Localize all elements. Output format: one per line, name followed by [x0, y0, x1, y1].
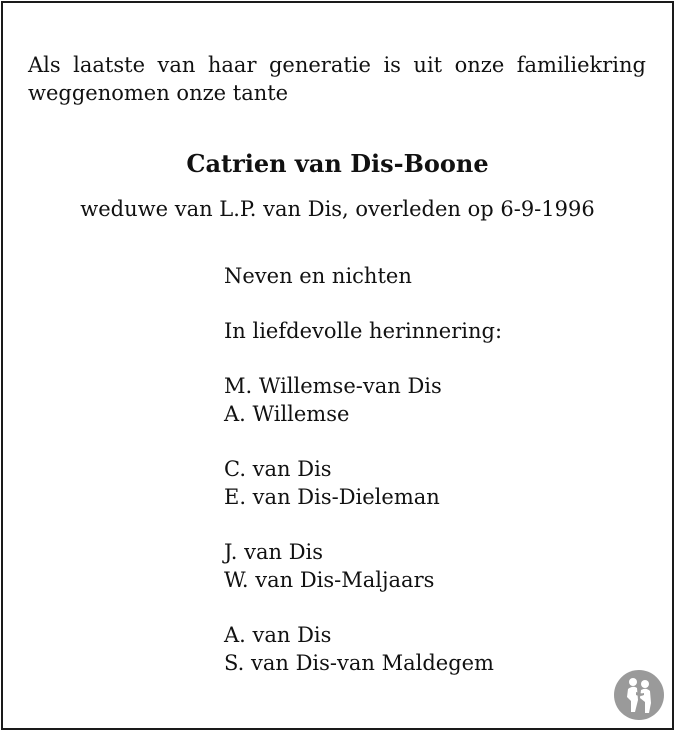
mourning-figures-logo-icon [614, 670, 664, 720]
signatories-block [224, 262, 502, 677]
signatory-name: S. van Dis-van Maldegem [224, 651, 494, 675]
signatory-name: C. van Dis [224, 457, 332, 481]
widow-subtitle: weduwe van L.P. van Dis, overleden op 6-9-1996 [80, 197, 595, 221]
signatory-name: A. van Dis [224, 623, 332, 647]
signatory-name: A. Willemse [224, 402, 350, 426]
signatory-name: J. van Dis [224, 540, 324, 564]
intro-line-2: weggenomen onze tante [28, 81, 289, 105]
deceased-name: Catrien van Dis-Boone [186, 149, 489, 178]
intro-text [28, 51, 646, 107]
intro-line-1: Als laatste van haar generatie is uit onze familiekring [28, 53, 646, 77]
memorial-phrase: In liefdevolle herinnering: [224, 319, 503, 343]
relation-label: Neven en nichten [224, 264, 412, 288]
signatory-name: M. Willemse-van Dis [224, 374, 442, 398]
signatory-name: W. van Dis-Maljaars [224, 568, 435, 592]
signatory-name: E. van Dis-Dieleman [224, 485, 440, 509]
